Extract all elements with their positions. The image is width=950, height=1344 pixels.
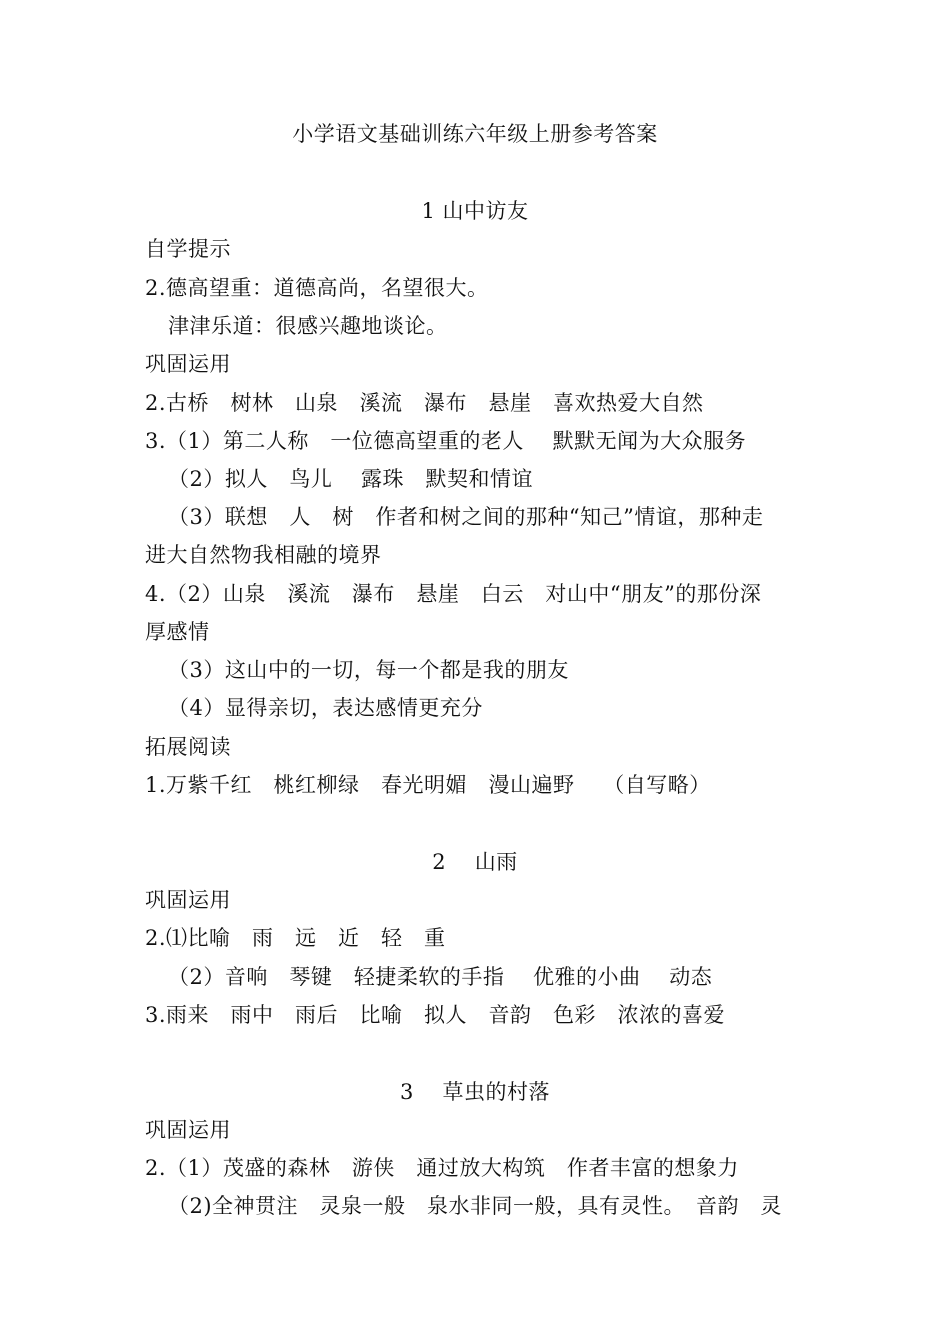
answer-line: （3）联想 人 树 作者和树之间的那种“知己”情谊，那种走 <box>168 505 764 529</box>
answer-line: 2.（1）茂盛的森林 游侠 通过放大构筑 作者丰富的想象力 <box>145 1156 739 1180</box>
answer-line: （3）这山中的一切，每一个都是我的朋友 <box>168 658 569 682</box>
answer-line: （2）音响 琴键 轻捷柔软的手指 优雅的小曲 动态 <box>168 965 713 989</box>
section-label: 巩固运用 <box>145 888 231 912</box>
answer-line: （2)全神贯注 灵泉一般 泉水非同一般，具有灵性。 音韵 灵 <box>168 1194 783 1218</box>
section-label: 巩固运用 <box>145 1118 231 1142</box>
answer-line: 3.（1）第二人称 一位德高望重的老人 默默无闻为大众服务 <box>145 429 747 453</box>
section-label: 拓展阅读 <box>145 735 231 759</box>
lesson-heading: 2 山雨 <box>432 850 518 874</box>
section-label: 自学提示 <box>145 237 231 261</box>
answer-line: 2.⑴比喻 雨 远 近 轻 重 <box>145 926 446 950</box>
answer-line: 津津乐道：很感兴趣地谈论。 <box>168 314 448 338</box>
answer-line: 厚感情 <box>145 620 210 644</box>
answer-line: （2）拟人 鸟儿 露珠 默契和情谊 <box>168 467 534 491</box>
answer-line: 2.德高望重：道德高尚，名望很大。 <box>145 276 489 300</box>
answer-line: （4）显得亲切，表达感情更充分 <box>168 696 483 720</box>
answer-line: 进大自然物我相融的境界 <box>145 543 382 567</box>
answer-line: 2.古桥 树林 山泉 溪流 瀑布 悬崖 喜欢热爱大自然 <box>145 391 704 415</box>
lesson-heading: 3 草虫的村落 <box>399 1080 551 1104</box>
section-label: 巩固运用 <box>145 352 231 376</box>
answer-line: 3.雨来 雨中 雨后 比喻 拟人 音韵 色彩 浓浓的喜爱 <box>145 1003 726 1027</box>
lesson-heading: 1 山中访友 <box>421 199 529 223</box>
document-title: 小学语文基础训练六年级上册参考答案 <box>292 122 658 146</box>
answer-line: 4.（2）山泉 溪流 瀑布 悬崖 白云 对山中“朋友”的那份深 <box>145 582 762 606</box>
answer-line: 1.万紫千红 桃红柳绿 春光明媚 漫山遍野 （自写略） <box>145 773 711 797</box>
